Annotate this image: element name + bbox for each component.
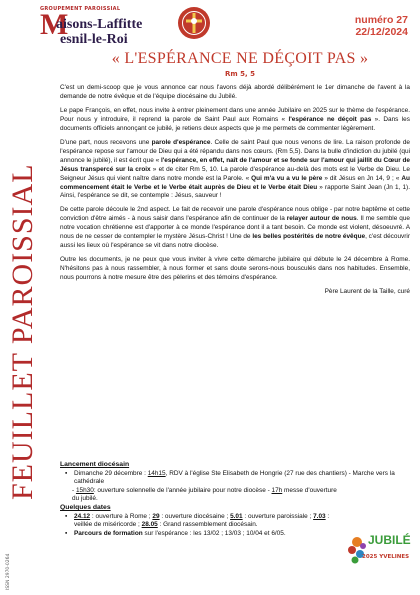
article-title: « L'ESPÉRANCE NE DÉÇOIT PAS » xyxy=(111,50,369,67)
logo-group-label: GROUPEMENT PAROISSIAL xyxy=(40,6,121,12)
agenda-heading-launch: Lancement diocésain xyxy=(60,461,130,468)
paragraph-4: De cette parole découle le 2nd aspect. Le fait de recevoir une parole d'espérance nous oblige - par notre baptême et cette conviction d'être aimés - à nous saisir dans l'espérance afin de continuer de la relayer autour de nous. Il me semble que notre vocation chrétienne est d'apporter à ce monde l'espérance dont il a tant besoin. Ce monde est violent, désoeuvré. A nous de ne cesser de contempler le mystère Jésus-Christ ! Une de les belles postérités de notre évêque, c'est découvrir aussi les lieux où l'espérance se vit dans notre diocèse. xyxy=(60,206,410,250)
parish-logo xyxy=(40,6,160,48)
launch-detail: - 15h30: ouverture solennelle de l'année jubilaire pour notre diocèse - 17h messe d'ouverture du jubilé. xyxy=(72,486,337,503)
issue-info xyxy=(355,14,408,38)
jubilee-subtitle: 2025 YVELINES xyxy=(362,554,410,560)
logo-line-1: aisons-Laffitte xyxy=(56,17,143,32)
logo-line-2: esnil-le-Roi xyxy=(60,32,128,47)
list-item: ▪ 24.12 : ouverture à Rome ; 29 : ouverture diocésaine ; 5.01 : ouverture paroissiale ; 7.03 : veillée de miséricorde ; 28.05 : Grand rassemblement diocésain. xyxy=(74,513,339,530)
paragraph-3: D'une part, nous recevons une parole d'espérance. Celle de saint Paul que nous venons de lire. La raison profonde de l'espérance repose sur l'amour de Dieu qui a été répandu dans nos cœurs. (Rm 5,5). Dans la bulle d'indiction du jubilé (qui annonce le jubilé), il est écrit que « l'espérance, en effet, naît de l'amour et se fonde sur l'amour qui jaillit du Cœur de Jésus transpercé sur la croix » et de citer Rm 5, 10. La parole d'espérance au-delà des mots est le Verbe de Dieu. Le Seigneur Jésus qui vient naître dans notre monde est la Parole. « Qui m'a vu a vu le père » dit Jésus en Jn 14, 9 ; « Au commencement était le Verbe et le Verbe était auprès de Dieu et le Verbe était Dieu » rapporte Saint Jean (Jn 1, 1). Ainsi, l'espérance se dit, se contemple : Jésus, sauveur ! xyxy=(60,138,411,200)
paragraph-5: Outre les documents, je ne peux que vous inviter à vivre cette démarche jubilaire qui débute le 24 décembre à Rome. N'hésitons pas à nous rassembler, à nous former et sans doute serons-nous bousculés dans nos habitudes. Ensemble, nous pourrons à notre mesure être des pèlerins et des témoins d'espérance. xyxy=(60,256,410,282)
list-item: ▪ Dimanche 29 décembre : 14h15, RDV à l'église Ste Elisabeth de Hongrie (27 rue des chantiers) - Marche vers la cathédrale xyxy=(74,470,400,487)
list-item: ▪ Parcours de formation sur l'espérance : les 13/02 ; 13/03 ; 10/04 et 6/05. xyxy=(74,530,339,539)
issue-number: numéro 27 xyxy=(354,14,408,26)
bible-reference: Rm 5, 5 xyxy=(225,70,255,78)
launch-list xyxy=(60,470,400,487)
issn-label: ISSN 2970-0264 xyxy=(6,553,11,590)
issue-date: 22/12/2024 xyxy=(355,26,408,38)
article-body xyxy=(60,84,410,297)
paragraph-1: C'est un demi-scoop que je vous annonce car nous l'avons déjà abordé délibérément le 1er dimanche de l'avent à la demande de notre évêque et de l'équipe diocésaine du Jubilé. xyxy=(60,84,410,100)
newsletter-vertical-title: FEUILLET PAROISSIAL xyxy=(6,163,39,500)
logo-m-letter: M xyxy=(40,8,69,41)
sidebar xyxy=(0,0,40,595)
agenda-heading-dates: Quelques dates xyxy=(60,503,111,511)
paragraph-2: Le pape François, en effet, nous invite à entrer pleinement dans une année Jubilaire en 2025 sur le thème de l'espérance. Pour nous y introduire, il reprend la parole de Saint Paul aux Romains « l'espérance ne déçoit pas ». Dans les documents officiels annonçant ce jubilé, je retiens deux aspects que je me permets de commenter légèrement. xyxy=(60,106,410,132)
agenda-section xyxy=(60,461,400,538)
dates-list xyxy=(60,513,339,539)
cross-emblem-icon xyxy=(177,6,211,40)
jubilee-word: JUBILÉ xyxy=(368,533,411,547)
signature: Père Laurent de la Taille, curé xyxy=(324,288,410,296)
